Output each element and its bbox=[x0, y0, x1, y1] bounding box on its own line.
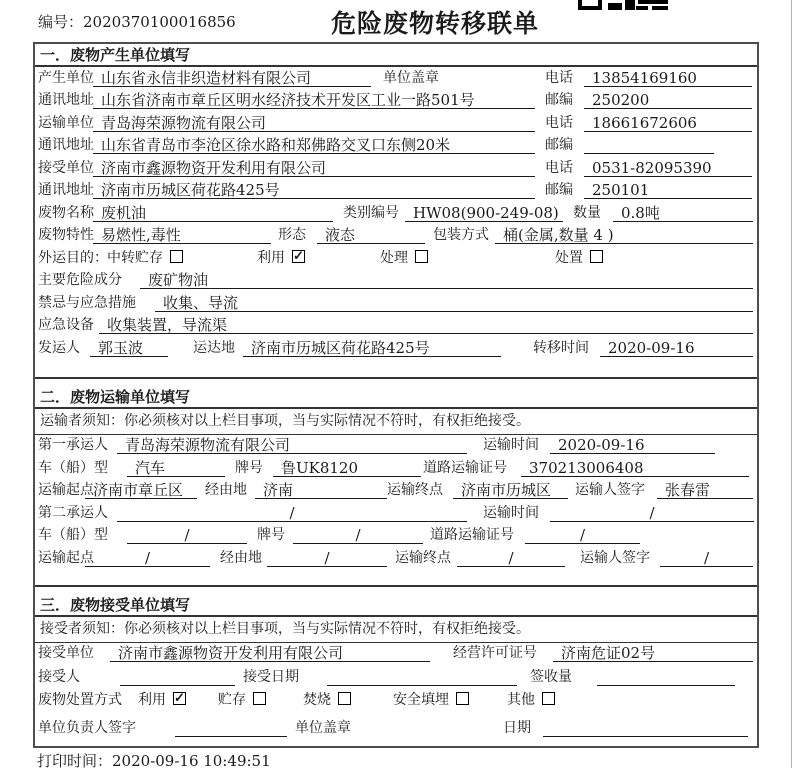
vehicle-type-label: 车（船）型 bbox=[38, 527, 108, 543]
waste-name-label: 废物名称 bbox=[38, 204, 94, 221]
plate-value: / bbox=[293, 527, 423, 544]
transport-phone-value: 18661672606 bbox=[584, 115, 752, 132]
receiver-zip-value: 250101 bbox=[584, 182, 752, 199]
producer-unit-value: 山东省永信非织造材料有限公司 bbox=[93, 70, 371, 87]
road-license-label: 道路运输证号 bbox=[430, 527, 514, 543]
transporter-notice: 运输者须知：你必须核对以上栏目事项，当与实际情况不符时，有权拒绝接受。 bbox=[35, 409, 757, 435]
unit-seal-label: 单位盖章 bbox=[383, 69, 439, 86]
destination-label: 运达地 bbox=[193, 339, 235, 356]
address-label: 通讯地址 bbox=[38, 92, 94, 108]
hazard-components-value: 废矿物油 bbox=[140, 272, 753, 289]
row-responsible-signature bbox=[35, 712, 757, 740]
transfer-time-label: 转移时间 bbox=[533, 339, 589, 356]
option-dispose bbox=[555, 250, 603, 267]
dispatcher-label: 发运人 bbox=[38, 339, 80, 356]
section1-rows bbox=[35, 67, 757, 379]
category-code-label: 类别编号 bbox=[343, 204, 399, 221]
form-label: 形态 bbox=[278, 227, 306, 243]
second-carrier-value: / bbox=[117, 505, 467, 522]
receiver-phone-value: 0531-82095390 bbox=[584, 160, 752, 177]
acceptor-value bbox=[120, 669, 235, 686]
receiver-unit-value: 济南市鑫源物资开发利用有限公司 bbox=[93, 160, 535, 177]
option-label: 安全填埋 bbox=[393, 691, 449, 708]
option-label: 中转贮存 bbox=[107, 249, 163, 266]
row-disposal-method bbox=[35, 689, 757, 712]
transporter-sign-value: 张春雷 bbox=[657, 482, 753, 499]
option-landfill bbox=[393, 692, 469, 709]
waste-name-value: 废机油 bbox=[93, 205, 333, 222]
section1-title: 一．废物产生单位填写 bbox=[35, 44, 757, 67]
plate-label: 牌号 bbox=[257, 527, 285, 543]
transporter-sign-label: 运输人签字 bbox=[580, 549, 650, 566]
option-utilize bbox=[138, 692, 186, 709]
receiver-address-value: 济南市历城区荷花路425号 bbox=[93, 182, 535, 199]
row-hazard-components bbox=[35, 270, 757, 293]
row-transport-unit bbox=[35, 112, 757, 135]
row-acceptor bbox=[35, 665, 757, 689]
via-label: 经由地 bbox=[205, 482, 247, 498]
row-first-carrier bbox=[35, 435, 757, 458]
document-number-value: 2020370100016856 bbox=[83, 13, 236, 31]
plate-value: 鲁UK8120 bbox=[273, 460, 421, 477]
accepting-unit-label: 接受单位 bbox=[38, 645, 94, 661]
address-label: 通讯地址 bbox=[38, 182, 94, 198]
route-end-value: / bbox=[457, 550, 565, 567]
transfer-time-value: 2020-09-16 bbox=[600, 340, 753, 357]
receiver-unit-label: 接受单位 bbox=[38, 159, 94, 176]
vehicle-type-value: / bbox=[127, 527, 247, 544]
row-dispatcher bbox=[35, 337, 757, 360]
section3-title: 三．废物接受单位填写 bbox=[35, 587, 757, 617]
waste-properties-label: 废物特性 bbox=[38, 227, 94, 243]
phone-label: 电话 bbox=[545, 114, 573, 131]
transport-unit-label: 运输单位 bbox=[38, 114, 94, 131]
zip-label: 邮编 bbox=[545, 92, 573, 108]
row-waste-properties bbox=[35, 225, 757, 248]
row-vehicle-1 bbox=[35, 457, 757, 480]
transport-time-value: 2020-09-16 bbox=[550, 437, 715, 454]
row-route-2 bbox=[35, 547, 757, 570]
transport-zip-value bbox=[584, 137, 714, 154]
form-value: 液态 bbox=[317, 227, 425, 244]
disposal-method-label: 废物处置方式 bbox=[38, 691, 122, 708]
row-transfer-purpose bbox=[35, 247, 757, 270]
waste-properties-value: 易燃性,毒性 bbox=[93, 227, 271, 244]
row-producer-unit bbox=[35, 67, 757, 90]
print-time bbox=[37, 750, 271, 768]
print-time-value: 2020-09-16 10:49:51 bbox=[112, 752, 271, 768]
row-emergency-equipment bbox=[35, 315, 757, 338]
page-title: 危险废物转移联单 bbox=[330, 9, 539, 38]
route-end-label: 运输终点 bbox=[395, 549, 451, 566]
row-waste-name bbox=[35, 202, 757, 225]
treat-checkbox bbox=[415, 250, 428, 263]
quantity-label: 数量 bbox=[573, 204, 601, 221]
date-label: 日期 bbox=[503, 719, 531, 736]
transport-address-value: 山东省青岛市李沧区徐水路和郑佛路交叉口东侧20米 bbox=[93, 137, 535, 154]
route-end-label: 运输终点 bbox=[387, 482, 443, 498]
destination-value: 济南市历城区荷花路425号 bbox=[243, 340, 501, 357]
document-number-label: 编号： bbox=[38, 13, 84, 31]
received-qty-value bbox=[597, 669, 735, 686]
via-label: 经由地 bbox=[220, 549, 262, 566]
address-label: 通讯地址 bbox=[38, 137, 94, 153]
qr-code-fragment bbox=[578, 0, 670, 12]
option-label: 贮存 bbox=[218, 691, 246, 708]
transfer-storage-checkbox bbox=[170, 250, 183, 263]
route-end-value: 济南市历城区 bbox=[453, 482, 568, 499]
manifest-table bbox=[33, 42, 759, 748]
transporter-sign-label: 运输人签字 bbox=[575, 482, 645, 498]
route-start-value: / bbox=[85, 550, 210, 567]
row-receiver-unit bbox=[35, 157, 757, 180]
option-label: 处理 bbox=[380, 249, 408, 266]
transport-time-label: 运输时间 bbox=[483, 504, 539, 521]
transport-time-label: 运输时间 bbox=[483, 437, 539, 453]
landfill-checkbox bbox=[456, 692, 469, 705]
storage-checkbox bbox=[253, 692, 266, 705]
other-checkbox bbox=[542, 692, 555, 705]
section2-title: 二．废物运输单位填写 bbox=[35, 379, 757, 409]
utilize-checkbox bbox=[173, 692, 186, 705]
dispatcher-value: 郭玉波 bbox=[90, 340, 168, 357]
option-other bbox=[507, 692, 555, 709]
option-label: 利用 bbox=[257, 249, 285, 266]
option-incinerate bbox=[303, 692, 351, 709]
producer-phone-value: 13854169160 bbox=[584, 70, 752, 87]
emergency-equipment-label: 应急设备 bbox=[38, 317, 94, 333]
print-time-label: 打印时间： bbox=[37, 752, 113, 768]
first-carrier-label: 第一承运人 bbox=[38, 437, 108, 453]
vehicle-type-value: 汽车 bbox=[127, 460, 225, 477]
option-storage bbox=[218, 692, 266, 709]
transfer-purpose-label: 外运目的： bbox=[38, 249, 108, 266]
receiver-notice: 接受者须知：你必须核对以上栏目事项，当与实际情况不符时，有权拒绝接受。 bbox=[35, 617, 757, 643]
page-edge-line bbox=[791, 0, 792, 768]
row-receiver-address bbox=[35, 180, 757, 203]
packaging-label: 包装方式 bbox=[433, 227, 489, 243]
utilize-checkbox bbox=[292, 250, 305, 263]
transport-time-value: / bbox=[550, 505, 754, 522]
transporter-sign-value: / bbox=[660, 550, 753, 567]
row-taboo-measures bbox=[35, 292, 757, 315]
zip-label: 邮编 bbox=[545, 137, 573, 153]
accept-date-label: 接受日期 bbox=[243, 669, 299, 685]
vehicle-type-label: 车（船）型 bbox=[38, 459, 108, 476]
row-accepting-unit bbox=[35, 643, 757, 666]
date-value bbox=[543, 720, 748, 737]
route-start-label: 运输起点 bbox=[38, 482, 94, 498]
producer-address-value: 山东省济南市章丘区明水经济技术开发区工业一路501号 bbox=[93, 92, 535, 109]
hazard-components-label: 主要危险成分 bbox=[38, 272, 122, 288]
phone-label: 电话 bbox=[545, 69, 573, 86]
unit-seal-label: 单位盖章 bbox=[295, 719, 351, 736]
taboo-measures-value: 收集、导流 bbox=[155, 295, 753, 312]
option-transfer-storage bbox=[107, 250, 183, 267]
dispose-checkbox bbox=[590, 250, 603, 263]
section3-rows bbox=[35, 643, 757, 746]
quantity-value: 0.8吨 bbox=[613, 205, 753, 222]
acceptor-label: 接受人 bbox=[38, 669, 80, 685]
option-label: 处置 bbox=[555, 249, 583, 266]
accept-date-value bbox=[327, 669, 517, 686]
emergency-equipment-value: 收集装置，导流渠 bbox=[99, 317, 753, 334]
route-start-value: 济南市章丘区 bbox=[85, 482, 197, 499]
producer-unit-label: 产生单位 bbox=[38, 69, 94, 86]
phone-label: 电话 bbox=[545, 159, 573, 176]
row-transport-address bbox=[35, 135, 757, 158]
row-producer-address bbox=[35, 90, 757, 113]
via-value: / bbox=[267, 550, 387, 567]
category-code-value: HW08(900-249-08) bbox=[405, 205, 563, 222]
taboo-measures-label: 禁忌与应急措施 bbox=[38, 294, 136, 311]
option-label: 焚烧 bbox=[303, 691, 331, 708]
option-utilize bbox=[257, 250, 305, 267]
permit-label: 经营许可证号 bbox=[453, 645, 537, 661]
permit-value: 济南危证02号 bbox=[553, 645, 753, 662]
responsible-sign-value bbox=[175, 720, 287, 737]
producer-zip-value: 250200 bbox=[584, 92, 752, 109]
option-treat bbox=[380, 250, 428, 267]
plate-label: 牌号 bbox=[235, 459, 263, 476]
accepting-unit-value: 济南市鑫源物资开发利用有限公司 bbox=[110, 645, 430, 662]
row-second-carrier bbox=[35, 502, 757, 525]
option-label: 其他 bbox=[507, 691, 535, 708]
first-carrier-value: 青岛海荣源物流有限公司 bbox=[117, 437, 467, 454]
row-route-1 bbox=[35, 480, 757, 503]
second-carrier-label: 第二承运人 bbox=[38, 504, 108, 521]
packaging-value: 桶(金属,数量 4 ) bbox=[495, 227, 753, 244]
responsible-sign-label: 单位负责人签字 bbox=[38, 719, 136, 736]
section2-rows bbox=[35, 435, 757, 587]
road-license-value: / bbox=[525, 527, 640, 544]
option-label: 利用 bbox=[138, 691, 166, 708]
incinerate-checkbox bbox=[338, 692, 351, 705]
zip-label: 邮编 bbox=[545, 182, 573, 198]
route-start-label: 运输起点 bbox=[38, 549, 94, 566]
transport-unit-value: 青岛海荣源物流有限公司 bbox=[93, 115, 535, 132]
road-license-value: 370213006408 bbox=[521, 460, 749, 477]
received-qty-label: 签收量 bbox=[530, 669, 572, 685]
row-vehicle-2 bbox=[35, 525, 757, 548]
via-value: 济南 bbox=[255, 482, 387, 499]
road-license-label: 道路运输证号 bbox=[423, 459, 507, 476]
